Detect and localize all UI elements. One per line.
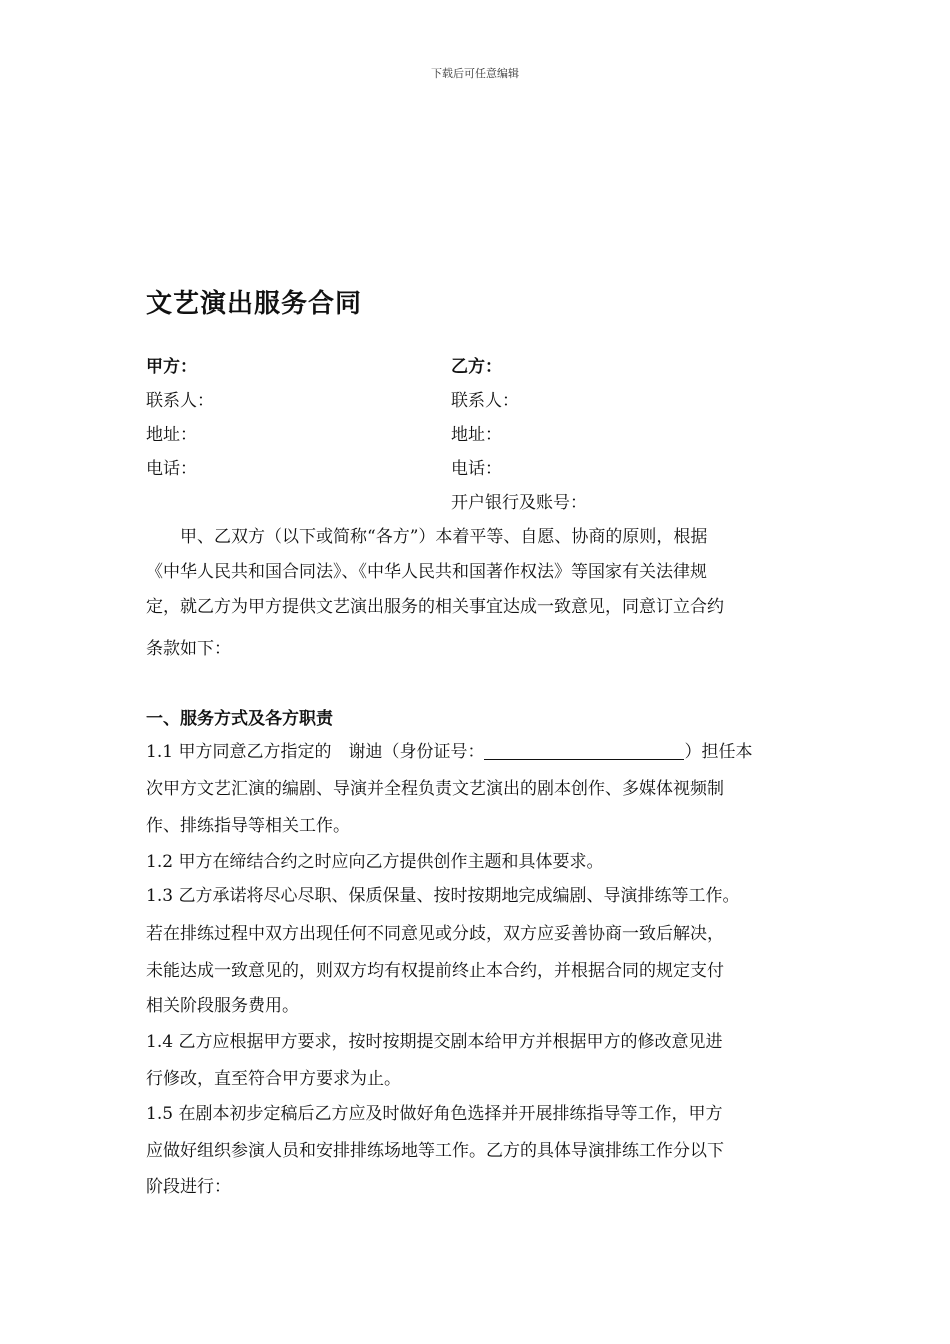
section-1-heading: 一、服务方式及各方职责	[146, 709, 333, 729]
party-b-contact-label: 联系人：	[451, 391, 519, 411]
intro-line: 定，就乙方为甲方提供文艺演出服务的相关事宜达成一致意见，同意订立合约	[146, 597, 724, 617]
party-a-block	[146, 350, 214, 486]
clause-line: 作、排练指导等相关工作。	[146, 816, 350, 836]
party-a-contact-label: 联系人：	[146, 391, 214, 411]
clause-line: 1.4 乙方应根据甲方要求，按时按期提交剧本给甲方并根据甲方的修改意见进	[146, 1032, 723, 1052]
clause-line: 应做好组织参演人员和安排排练场地等工作。乙方的具体导演排练工作分以下	[146, 1141, 724, 1161]
document-title: 文艺演出服务合同	[146, 289, 363, 319]
intro-line: 甲、乙双方（以下或简称“各方”）本着平等、自愿、协商的原则，根据	[146, 527, 708, 547]
party-b-bank-label: 开户银行及账号：	[451, 493, 587, 513]
clause-line: 阶段进行：	[146, 1177, 231, 1197]
clause-line: 1.2 甲方在缔结合约之时应向乙方提供创作主题和具体要求。	[146, 852, 604, 872]
party-a-address-label: 地址：	[146, 425, 197, 445]
clause-line: 相关阶段服务费用。	[146, 996, 299, 1016]
intro-line: 《中华人民共和国合同法》、《中华人民共和国著作权法》等国家有关法律规	[146, 562, 707, 582]
party-a-name-label: 甲方：	[146, 357, 197, 377]
party-a-phone-label: 电话：	[146, 459, 197, 479]
clause-line: 若在排练过程中双方出现任何不同意见或分歧，双方应妥善协商一致后解决，	[146, 924, 724, 944]
clause-line: 行修改，直至符合甲方要求为止。	[146, 1069, 401, 1089]
intro-line: 条款如下：	[146, 639, 231, 659]
clause-line: 未能达成一致意见的，则双方均有权提前终止本合约，并根据合同的规定支付	[146, 961, 724, 981]
party-b-block	[451, 350, 587, 520]
header-note: 下载后可任意编辑	[431, 67, 519, 80]
party-b-name-label: 乙方：	[451, 357, 502, 377]
clause-line: 次甲方文艺汇演的编剧、导演并全程负责文艺演出的剧本创作、多媒体视频制	[146, 779, 724, 799]
clause-1-1-text-before: 1.1 甲方同意乙方指定的 谢迪（身份证号：	[146, 742, 485, 762]
id-number-blank	[484, 739, 684, 760]
clause-1-1-first-line	[146, 735, 752, 769]
party-b-phone-label: 电话：	[451, 459, 502, 479]
clause-1-1-text-after: ）担任本	[684, 742, 753, 762]
clause-line: 1.5 在剧本初步定稿后乙方应及时做好角色选择并开展排练指导等工作，甲方	[146, 1104, 723, 1124]
party-b-address-label: 地址：	[451, 425, 502, 445]
clause-line: 1.3 乙方承诺将尽心尽职、保质保量、按时按期地完成编剧、导演排练等工作。	[146, 886, 740, 906]
